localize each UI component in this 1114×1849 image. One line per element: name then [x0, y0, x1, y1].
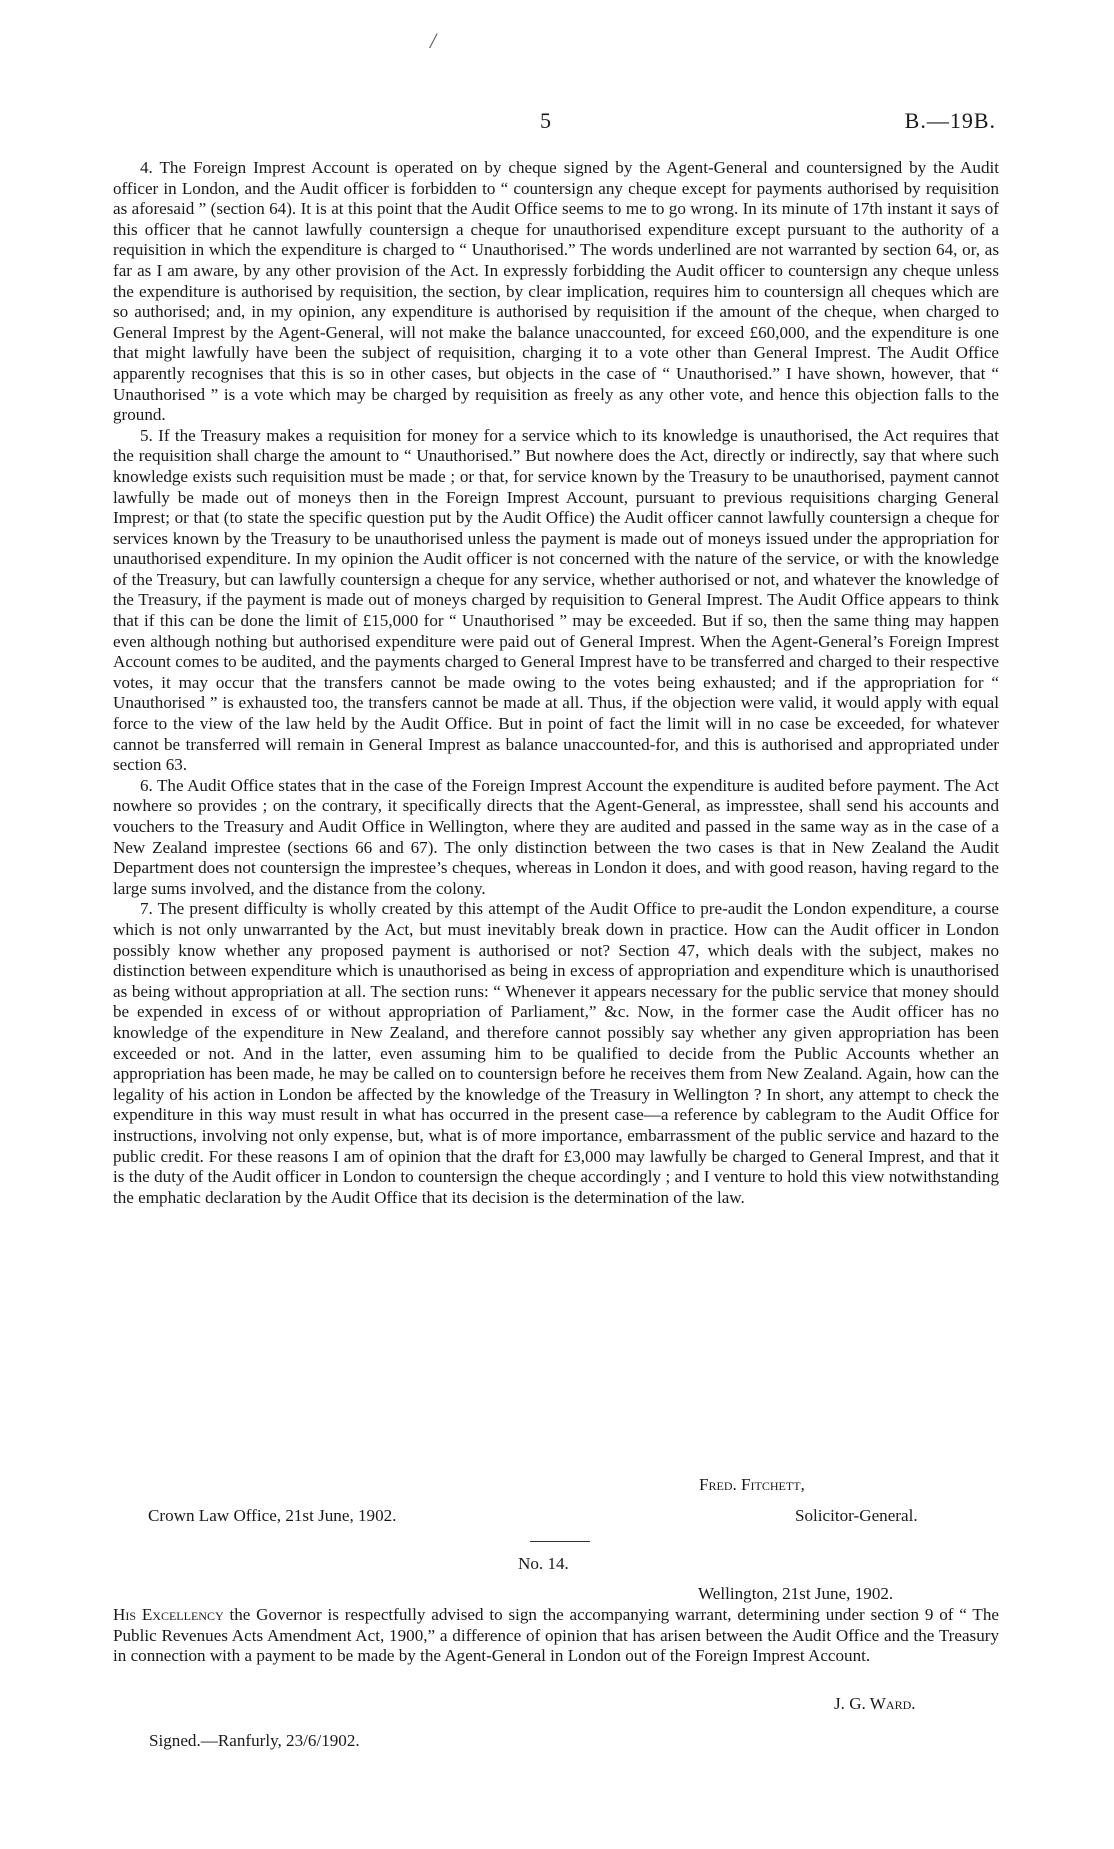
paragraph-5: 5. If the Treasury makes a requisition for money for a service which to its knowledge is unauthorised, the Act requires that the requisition shall charge the amount to “ Unauthorised.” But nowhere does the Act, directly or indirectly, say that where such knowledge exists such requisition must be made ; or that, for service known by the Treasury to be unauthorised, payment cannot lawfully be made out of moneys then in the Foreign Imprest Account, pursuant to previous requisitions charging General Imprest; or that (to state the specific question put by the Audit Office) the Audit officer cannot lawfully countersign a cheque for services known by the Treasury to be unauthorised unless the payment is made out of moneys issued under the appropriation for unauthorised expenditure. In my opinion the Audit officer is not concerned with the nature of the service, or with the knowledge of the Treasury, but can lawfully countersign a cheque for any service, whether authorised or not, and whatever the knowledge of the Treasury, if the payment is made out of moneys charged by requisition to General Imprest. The Audit Office appears to think that if this can be done the limit of £15,000 for “ Unauthorised ” may be exceeded. But if so, then the same thing may happen even although nothing but authorised expenditure were paid out of General Imprest. When the Agent-General’s Foreign Imprest Account comes to be audited, and the payments charged to General Imprest have to be transferred and charged to their respective votes, it may occur that the transfers cannot be made owing to the votes being exhausted; and if the appropriation for “ Unauthorised ” is exhausted too, the transfers cannot be made at all. Thus, if the objection were valid, it would apply with equal force to the view of the law held by the Audit Office. But in point of fact the limit will in no case be exceeded, for whatever cannot be transferred will remain in General Imprest as balance unaccounted-for, and this is authorised and appropriated under section 63.	[113, 425, 999, 775]
document-reference: B.—19B.	[904, 108, 996, 133]
signatory-title: Solicitor-General.	[795, 1506, 918, 1525]
no14-paragraph	[113, 1605, 999, 1667]
paragraph-6: 6. The Audit Office states that in the case of the Foreign Imprest Account the expenditure is audited before payment. The Act nowhere so provides ; on the contrary, it specifically directs that the Agent-General, as impresstee, shall send his accounts and vouchers to the Treasury and Audit Office in Wellington, where they are audited and passed in the same way as in the case of a New Zealand imprestee (sections 66 and 67). The only distinction between the two cases is that in New Zealand the Audit Department does not countersign the imprestee’s cheques, whereas in London it does, and with good reason, having regard to the large sums involved, and the distance from the colony.	[113, 775, 999, 898]
section-divider	[530, 1541, 590, 1542]
signatory-name: Fred. Fitchett,	[699, 1475, 805, 1494]
section-heading-no14: No. 14.	[518, 1554, 569, 1573]
no14-body: the Governor is respectfully advised to sign the accompanying warrant, determining under section 9 of “ The Public Revenues Acts Amendment Act, 1900,” a difference of opinion that has arisen between the Audit Office and the Treasury in connection with a payment to be made by the Agent-General in London out of the Foreign Imprest Account.	[113, 1605, 999, 1666]
paragraph-4: 4. The Foreign Imprest Account is operated on by cheque signed by the Agent-General and countersigned by the Audit officer in London, and the Audit officer is forbidden to “ countersign any cheque except for payments authorised by requisition as aforesaid ” (section 64). It is at this point that the Audit Office seems to me to go wrong. In its minute of 17th instant it says of this officer that he cannot lawfully countersign a cheque for unauthorised expenditure except pursuant to the authority of a requisition in which the expenditure is charged to “ Unauthorised.” The words underlined are not warranted by section 64, or, as far as I am aware, by any other provision of the Act. In expressly forbidding the Audit officer to countersign any cheque unless the expenditure is authorised by requisition, the section, by clear implication, requires him to countersign all cheques which are so authorised; and, in my opinion, any expenditure is authorised by requisition if the amount of the cheque, when charged to General Imprest by the Agent-General, will not make the balance unaccounted, for exceed £60,000, and the expenditure is one that might lawfully have been the subject of requisition, charging it to a vote other than General Imprest. The Audit Office apparently recognises that this is so in other cases, but objects in the case of “ Unauthorised.” I have shown, however, that “ Unauthorised ” is a vote which may be charged by requisition as freely as any other vote, and hence this objection falls to the ground.	[113, 158, 999, 425]
page-number: 5	[540, 108, 551, 133]
handwritten-mark: /	[430, 28, 437, 53]
salutation: His Excellency	[113, 1605, 224, 1624]
signature-place-date: Crown Law Office, 21st June, 1902.	[148, 1506, 397, 1525]
signed-line: Signed.—Ranfurly, 23/6/1902.	[149, 1731, 360, 1750]
dateline: Wellington, 21st June, 1902.	[698, 1584, 894, 1603]
memo-body	[113, 158, 999, 1208]
paragraph-7: 7. The present difficulty is wholly created by this attempt of the Audit Office to pre-audit the London expenditure, a course which is not only unwarranted by the Act, but must inevitably break down in practice. How can the Audit officer in London possibly know whether any proposed payment is authorised or not? Section 47, which deals with the subject, makes no distinction between expenditure which is unauthorised as being in excess of appropriation and expenditure which is unauthorised as being without appropriation at all. The section runs: “ Whenever it appears necessary for the public service that money should be expended in excess of or without appropriation of Parliament,” &c. Now, in the former case the Audit officer has no knowledge of the expenditure in New Zealand, and therefore cannot possibly say whether any given appropriation has been exceeded or not. And in the latter, even assuming him to be qualified to decide from the Public Accounts whether an appropriation has been made, he may be called on to countersign before he receives them from New Zealand. Again, how can the legality of his action in London be affected by the knowledge of the Treasury in Wellington ? In short, any attempt to check the expenditure in this way must result in what has occurred in the present case—a reference by cablegram to the Audit Office for instructions, involving not only expense, but, what is of more importance, embarrassment of the public service and hazard to the public credit. For these reasons I am of opinion that the draft for £3,000 may lawfully be charged to General Imprest, and that it is the duty of the Audit officer in London to countersign the cheque accordingly ; and I venture to hold this view notwithstanding the emphatic declaration by the Audit Office that its decision is the determination of the law.	[113, 899, 999, 1207]
signer-name: J. G. Ward.	[834, 1694, 916, 1713]
